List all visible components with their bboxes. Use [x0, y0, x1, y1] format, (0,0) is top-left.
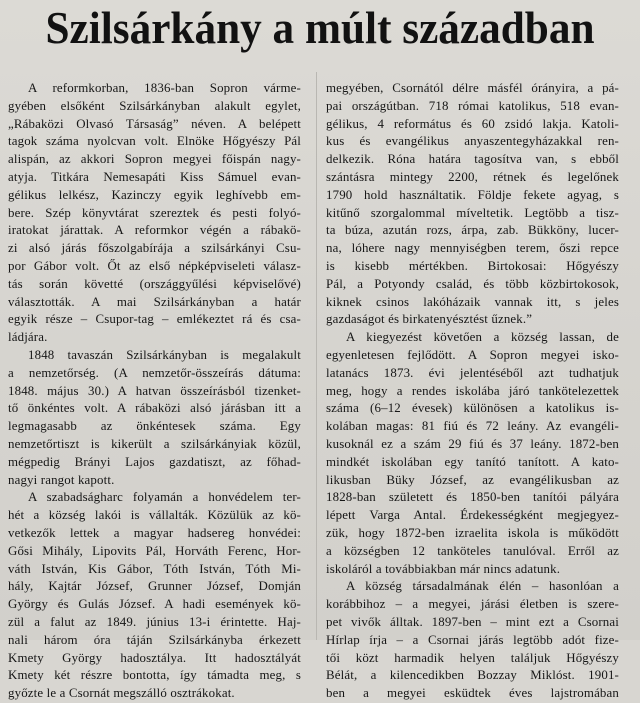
text-line: kitűnő szorgalommal míveltetik. Legtöbb a tisz-	[326, 205, 619, 220]
text-line: A szabadságharc folyamán a honvédelem ter-	[28, 490, 301, 505]
text-line: Gősi Mihály, Lipovits Pál, Horváth Ferenc, Hor-	[8, 543, 301, 558]
text-line: szántásra mintegy 2200, rétnek és legelőnek	[326, 169, 619, 184]
text-line: ta búza, azután rozs, árpa, zab. Bükköny, lucer-	[326, 223, 619, 238]
text-line: gélikus lelkész, Kazinczy egyik leghívebb em-	[8, 187, 301, 202]
text-line: zük, hogy 1872-ben izraelita iskola is működött	[326, 525, 619, 540]
text-line: nagyi rangot kapott.	[8, 472, 115, 487]
text-line: egyik része – Csupor-tag – emlékeztet rá és csa-	[8, 312, 301, 327]
article-column-left	[8, 80, 301, 703]
text-line: Kmety György hadosztálya. Itt hadosztályát	[8, 650, 301, 665]
text-line: hét a község lakói is vállalták. Közülük az kö-	[8, 508, 301, 523]
column-divider	[316, 72, 317, 640]
text-line: Pál, a Potyondy család, és több közbirtokosok,	[326, 276, 619, 291]
text-line: 1848. május 30.) A hatvan összeírásból tizenket-	[8, 383, 301, 398]
text-line: delkezik. Róna határa tagosítva van, s ebből	[326, 152, 619, 167]
text-line: Kmety két részre bontotta, így támadta meg, s	[8, 668, 301, 683]
text-line: kiknek csinos lakóházaik vannak itt, s jeles	[326, 294, 619, 309]
text-line: Bélát, a kilencedikben Bozzay Miklóst. 1901-	[326, 668, 619, 683]
text-line: száma (6–12 évesek) különösen a katolikus is-	[326, 401, 619, 416]
text-line: pet vivők álltak. 1897-ben – mint ezt a Csornai	[326, 614, 619, 629]
text-line: választották. A mai Szilsárkányban a határ	[8, 294, 301, 309]
text-line: György és Gulás József. A hadi események kö-	[8, 597, 301, 612]
text-line: lépett Varga Antal. Érdekességként megjegyez-	[326, 508, 619, 523]
text-line: gyében elsőként Szilsárkányban alakult egylet,	[8, 98, 301, 113]
text-line: Hírlap írja – a Csornai járás legtöbb adót fize-	[326, 632, 619, 647]
text-line: a községben 12 tanköteles tanulóval. Erről az	[326, 543, 619, 558]
text-line: tagok száma nyolcvan volt. Elnöke Hőgyészy Pál	[8, 134, 301, 149]
text-line: A község társadalmának élén – hasonlóan a	[346, 579, 619, 594]
text-line: kus és evangélikus anyaszentegyházakkal ren-	[326, 134, 619, 149]
text-line: latanács 1873. évi jelentéséből azt tudhatjuk	[326, 365, 619, 380]
text-line: „Rábaközi Olvasó Társaság” néven. A belépett	[8, 116, 301, 131]
text-line: gélikus, 4 református és 60 zsidó lakja. Katoli-	[326, 116, 619, 131]
text-line: ládjára.	[8, 330, 48, 345]
text-line: kusoknál ez a szám 29 fiú és 37 leány. 1872-ben	[326, 436, 619, 451]
text-line: zi alsó járás főszolgabírája a szilsárkányi Csu-	[8, 241, 301, 256]
text-line: tő önkéntes volt. A rábaközi alsó járásban itt a	[8, 401, 301, 416]
text-line: tás során követté (országgyűlési képviselővé)	[8, 276, 301, 291]
text-line: legmagasabb az önkéntesek száma. Egy	[8, 419, 301, 434]
text-line: pai országútban. 718 római katolikus, 518 evan-	[326, 98, 619, 113]
text-line: por Gábor volt. Őt az első népképviseleti válasz-	[8, 258, 301, 273]
text-line: A kiegyezést követően a község lassan, de	[346, 330, 619, 345]
text-line: gazdaságot és birkatenyésztést űznek.”	[326, 312, 533, 327]
text-line: 1848 tavaszán Szilsárkányban is megalakult	[28, 347, 301, 362]
text-line: iskoláról a továbbiakban már nincs adatunk.	[326, 561, 561, 576]
text-line: likusban Büky József, az evangélikusban az	[326, 472, 619, 487]
text-line: mindkét iskolában egy tanító tanított. A kato-	[326, 454, 619, 469]
text-line: na, lóhere nagy mennyiségben terem, őszi repce	[326, 241, 619, 256]
text-line: váth István, Kis Gábor, Tóth István, Tóth Mi-	[8, 561, 301, 576]
text-line: meg, hogy a rendes iskolába járó tankötelezettek	[326, 383, 619, 398]
text-line: is kisebb mértékben. Birtokosai: Hőgyészy	[326, 258, 619, 273]
text-line: vetkezők lettek a magyar hadsereg honvédei:	[8, 525, 301, 540]
text-line: a nemzetőrség. (A nemzetőr-összeírás dátuma:	[8, 365, 301, 380]
text-line: zül a falut az 1849. június 13-i érintette. Haj-	[8, 614, 301, 629]
text-line: A reformkorban, 1836-ban Sopron várme-	[28, 81, 301, 95]
text-line: hály, Kajtár József, Grunner József, Domján	[8, 579, 301, 594]
article-headline: Szilsárkány a múlt században	[45, 2, 595, 53]
text-line: bere. Szép könyvtárat szereztek és pesti folyó-	[8, 205, 301, 220]
text-line: mégpedig Brányi Lajos gazdatiszt, az főhad-	[8, 454, 301, 469]
text-line: 1790 hold használtatik. Földje fekete agyag, s	[326, 187, 619, 202]
text-line: ben a megyei esküdtek éves lajstromában	[326, 686, 619, 701]
article-column-right	[326, 80, 619, 703]
text-line: 1828-ban született és 1850-ben tanítói pályára	[326, 490, 619, 505]
text-line: nali három óra táján Szilsárkányba érkezett	[8, 632, 301, 647]
text-line: alispán, az akkori Sopron megyei főispán nagy-	[8, 152, 301, 167]
text-line: nemzetőrtiszt is kikerült a szilsárkányiak közül,	[8, 436, 301, 451]
text-line: tői közt harmadik helyen találjuk Hőgyészy	[326, 650, 619, 665]
text-line: korábbihoz – a megyei, járási életben is szere-	[326, 597, 619, 612]
text-line: egyenletesen fejlődött. A Sopron megyei isko-	[326, 347, 619, 362]
text-line: kolában magas: 81 fiú és 72 leány. Az evangéli-	[326, 419, 619, 434]
text-line: megyében, Csornától délre másfél órányira, a pá-	[326, 81, 619, 95]
text-line: győzte le a Csornát megszálló osztrákokat.	[8, 686, 235, 701]
text-line: atyja. Titkára Nemesapáti Kiss Sámuel evan-	[8, 169, 301, 184]
text-line: iratokat járattak. A reformkor végén a rábakö-	[8, 223, 301, 238]
